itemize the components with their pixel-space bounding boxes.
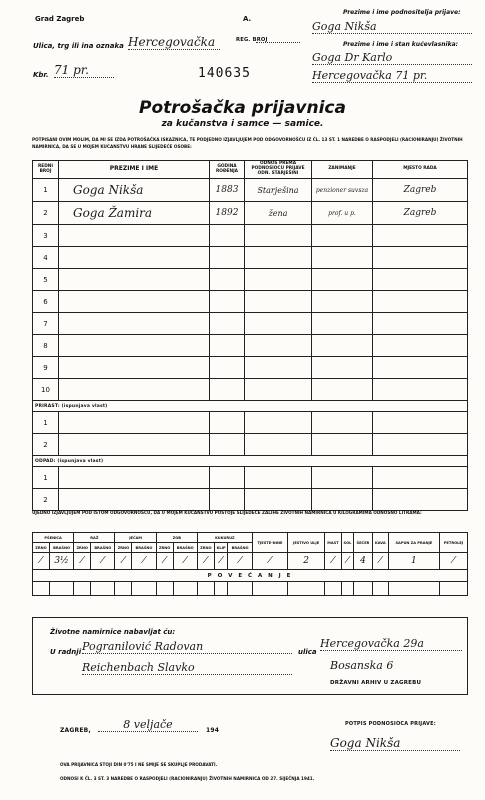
stock-value[interactable]: ⁄: [341, 553, 353, 570]
increase-cell[interactable]: [33, 582, 50, 596]
increase-label: P O V E Ć A N J E: [33, 570, 468, 582]
row-number: 1: [33, 179, 59, 202]
stock-value[interactable]: ⁄: [33, 553, 50, 570]
row-name[interactable]: [59, 247, 210, 269]
col-ulje: JESTIVO ULJE: [288, 533, 325, 553]
stock-value[interactable]: ⁄: [325, 553, 342, 570]
increase-cell[interactable]: [372, 582, 388, 596]
group-raz: RAŽ: [74, 533, 115, 543]
sub-label: ZRNO: [197, 543, 214, 553]
row-name[interactable]: [59, 379, 210, 401]
stock-value[interactable]: 2: [288, 553, 325, 570]
row-workplace[interactable]: [373, 313, 468, 335]
stock-value[interactable]: ⁄: [252, 553, 287, 570]
form-title: Potrošačka prijavnica: [139, 98, 346, 118]
intro-text: POTPISANI OVIM MOLIM, DA MI SE IZDA POTROŠAČKA ISKAZNICA, TE PODJEDNO IZJAVLJUJEM POD ODGOVORNOŠĆU IZ ČL. 13 ST. 1 NAREDBE O RASPODJELI (RACIONIRANJU) ŽIVOTNIH NAMIRNICA, DA SE U MOJEM KUĆANSTVU HRANE SLIJEDEĆE OSOBE:: [32, 137, 463, 149]
col-sapun: SAPUN ZA PRANJE: [388, 533, 439, 553]
shop-1[interactable]: Pogranilović Radovan: [82, 640, 292, 654]
col-relation: ODNOS PREMA PODNOSIOCU PRIJAVE ODN. STARJEŠINI: [245, 161, 312, 179]
shop-2[interactable]: Reichenbach Slavko: [82, 661, 292, 675]
applicant-value[interactable]: Goga Nikša: [312, 20, 472, 34]
place-label: ZAGREB,: [60, 727, 91, 734]
increase-cell[interactable]: [354, 582, 373, 596]
row-occupation[interactable]: [312, 467, 373, 489]
stock-value[interactable]: ⁄: [91, 553, 115, 570]
row-workplace[interactable]: [373, 434, 468, 456]
reg-label: REG. BROJ: [236, 37, 268, 43]
row-relation[interactable]: Starješina: [245, 179, 312, 202]
stock-value[interactable]: ⁄: [440, 553, 468, 570]
odpad-label: ODPAD: (ispunjava vlast): [33, 456, 468, 467]
row-name[interactable]: [59, 434, 210, 456]
row-relation[interactable]: [245, 434, 312, 456]
city-label: Grad Zagreb: [35, 15, 85, 23]
row-workplace[interactable]: Zagreb: [373, 202, 468, 225]
archive-stamp: DRŽAVNI ARHIV U ZAGREBU: [330, 680, 422, 686]
stock-value[interactable]: ⁄: [214, 553, 228, 570]
increase-cell[interactable]: [132, 582, 156, 596]
owner-value[interactable]: Goga Dr Karlo: [312, 51, 472, 65]
stamp-number: 140635: [198, 66, 251, 81]
row-workplace[interactable]: [373, 379, 468, 401]
house-label: Kbr.: [33, 71, 49, 79]
col-number: REDNI BROJ: [33, 161, 59, 179]
stock-value[interactable]: ⁄: [74, 553, 91, 570]
row-name[interactable]: [59, 412, 210, 434]
row-workplace[interactable]: [373, 335, 468, 357]
sub-label: BRAŠNO: [228, 543, 252, 553]
row-year[interactable]: [210, 357, 245, 379]
sub-label: BRAŠNO: [91, 543, 115, 553]
row-year[interactable]: [210, 335, 245, 357]
table-row: [33, 225, 468, 247]
row-relation[interactable]: [245, 357, 312, 379]
form-letter: A.: [243, 15, 252, 23]
sub-label: KLIP: [214, 543, 228, 553]
increase-cell[interactable]: [325, 582, 342, 596]
table-row: [33, 434, 468, 456]
row-year[interactable]: [210, 434, 245, 456]
row-workplace[interactable]: [373, 225, 468, 247]
row-year[interactable]: 1892: [210, 202, 245, 225]
stock-value[interactable]: ⁄: [228, 553, 252, 570]
increase-cell[interactable]: [288, 582, 325, 596]
row-occupation[interactable]: [312, 291, 373, 313]
row-number: 10: [33, 379, 59, 401]
table-row: [33, 335, 468, 357]
group-kukuruz: KUKURUZ: [197, 533, 252, 543]
table-row: [33, 269, 468, 291]
row-year[interactable]: [210, 247, 245, 269]
row-number: 4: [33, 247, 59, 269]
col-sol: SOL: [341, 533, 353, 553]
increase-cell[interactable]: [228, 582, 252, 596]
row-occupation[interactable]: penzioner suvsza: [312, 179, 373, 202]
row-name[interactable]: [59, 357, 210, 379]
sub-label: ZRNO: [33, 543, 50, 553]
row-year[interactable]: [210, 313, 245, 335]
row-relation[interactable]: [245, 291, 312, 313]
sub-label: ZRNO: [74, 543, 91, 553]
owner-address[interactable]: Hercegovačka 71 pr.: [312, 69, 472, 83]
stock-table: [32, 532, 468, 596]
row-year[interactable]: [210, 291, 245, 313]
row-workplace[interactable]: [373, 467, 468, 489]
col-mast: MAST: [325, 533, 342, 553]
row-name[interactable]: [59, 291, 210, 313]
increase-cell[interactable]: [156, 582, 173, 596]
row-number: 6: [33, 291, 59, 313]
row-relation[interactable]: [245, 412, 312, 434]
col-workplace: MJESTO RADA: [373, 161, 468, 179]
date-value[interactable]: 8 veljače: [98, 718, 198, 732]
row-number: 9: [33, 357, 59, 379]
row-occupation[interactable]: [312, 225, 373, 247]
col-kava: KAVA: [372, 533, 388, 553]
row-name[interactable]: [59, 467, 210, 489]
increase-cell[interactable]: [388, 582, 439, 596]
col-year: GODINA ROĐENJA: [210, 161, 245, 179]
stock-value[interactable]: 4: [354, 553, 373, 570]
row-number: 2: [33, 202, 59, 225]
increase-cell[interactable]: [197, 582, 214, 596]
stock-value[interactable]: ⁄: [173, 553, 197, 570]
row-relation[interactable]: [245, 379, 312, 401]
sub-label: ZRNO: [156, 543, 173, 553]
reg-line: [256, 42, 300, 43]
row-number: 5: [33, 269, 59, 291]
table-row: [33, 313, 468, 335]
row-name[interactable]: [59, 313, 210, 335]
row-year[interactable]: [210, 467, 245, 489]
row-relation[interactable]: [245, 225, 312, 247]
group-zob: ZOB: [156, 533, 197, 543]
row-workplace[interactable]: [373, 269, 468, 291]
increase-cell[interactable]: [74, 582, 91, 596]
row-year[interactable]: 1883: [210, 179, 245, 202]
row-name[interactable]: [59, 489, 210, 511]
col-tjestenine: TJESTE-NINE: [252, 533, 287, 553]
row-relation[interactable]: [245, 467, 312, 489]
row-relation[interactable]: [245, 313, 312, 335]
row-occupation[interactable]: [312, 335, 373, 357]
table-row: [33, 202, 468, 225]
stock-value[interactable]: 1: [388, 553, 439, 570]
row-year[interactable]: [210, 412, 245, 434]
signature[interactable]: Goga Nikša: [330, 736, 460, 751]
row-occupation[interactable]: [312, 412, 373, 434]
row-year[interactable]: [210, 489, 245, 511]
sub-label: BRAŠNO: [132, 543, 156, 553]
row-occupation[interactable]: [312, 247, 373, 269]
row-occupation[interactable]: [312, 489, 373, 511]
col-name: PREZIME I IME: [59, 161, 210, 179]
row-number: 1: [33, 467, 59, 489]
row-occupation[interactable]: [312, 379, 373, 401]
row-relation[interactable]: žena: [245, 202, 312, 225]
form-subtitle: za kučanstva i samce — samice.: [161, 119, 324, 129]
street-label: Ulica, trg ili ina oznaka: [33, 42, 124, 50]
stock-value[interactable]: ⁄: [115, 553, 132, 570]
row-number: 7: [33, 313, 59, 335]
row-name[interactable]: Goga Nikša: [59, 179, 210, 202]
row-year[interactable]: [210, 379, 245, 401]
increase-cell[interactable]: [115, 582, 132, 596]
persons-table: [32, 160, 468, 511]
table-row: [33, 379, 468, 401]
note-price: OVA PRIJAVNICA STOJI DIN 0'75 I NE SMIJE SE SKUPLJE PRODAVATI.: [60, 762, 218, 767]
increase-cell[interactable]: [440, 582, 468, 596]
row-relation[interactable]: [245, 247, 312, 269]
increase-cell[interactable]: [91, 582, 115, 596]
row-relation[interactable]: [245, 489, 312, 511]
row-year[interactable]: [210, 269, 245, 291]
row-name[interactable]: [59, 269, 210, 291]
row-number: 3: [33, 225, 59, 247]
prirast-label: PRIRAST: (ispunjava vlast): [33, 401, 468, 412]
street-value[interactable]: Hercegovačka: [128, 35, 220, 50]
stock-intro: UJEDNO IZJAVLJUJEM POD ISTOM ODGOVORNOŠĆU, DA U MOJEM KUĆANSTVU POSTOJE SLIJEDEĆE ZALIHE ŽIVOTNIH NAMIRNICA U KILOGRAMIMA ODNOSNO LITRAMA:: [32, 510, 422, 515]
row-workplace[interactable]: Zagreb: [373, 179, 468, 202]
row-occupation[interactable]: [312, 357, 373, 379]
row-workplace[interactable]: [373, 291, 468, 313]
supply-heading: Životne namirnice nabavljat ću:: [50, 628, 176, 636]
table-row: [33, 412, 468, 434]
stock-value[interactable]: ⁄: [156, 553, 173, 570]
year-label: 194: [206, 727, 220, 734]
row-name[interactable]: [59, 225, 210, 247]
table-row: [33, 357, 468, 379]
row-workplace[interactable]: [373, 357, 468, 379]
row-occupation[interactable]: [312, 269, 373, 291]
row-workplace[interactable]: [373, 489, 468, 511]
street-label-supply: ulica: [298, 648, 317, 656]
row-workplace[interactable]: [373, 412, 468, 434]
table-row: [33, 247, 468, 269]
row-relation[interactable]: [245, 335, 312, 357]
increase-cell[interactable]: [214, 582, 228, 596]
supply-street-1[interactable]: Hercegovačka 29a: [320, 637, 462, 651]
table-row: [33, 467, 468, 489]
stock-value[interactable]: 3½: [49, 553, 73, 570]
row-number: 1: [33, 412, 59, 434]
stock-value[interactable]: ⁄: [132, 553, 156, 570]
increase-cell[interactable]: [252, 582, 287, 596]
stock-value[interactable]: ⁄: [197, 553, 214, 570]
sub-label: BRAŠNO: [173, 543, 197, 553]
table-row: [33, 291, 468, 313]
row-number: 2: [33, 434, 59, 456]
row-occupation[interactable]: [312, 434, 373, 456]
supply-street-2[interactable]: Bosanska 6: [330, 659, 394, 672]
house-value[interactable]: 71 pr.: [54, 63, 114, 78]
col-occupation: ZANIMANJE: [312, 161, 373, 179]
stock-value[interactable]: ⁄: [372, 553, 388, 570]
sub-label: BRAŠNO: [49, 543, 73, 553]
row-occupation[interactable]: [312, 313, 373, 335]
note-regulation: ODNOSI K ČL. 3 ST. 3 NAREDBE O RASPODJELI (RACIONIRANJU) ŽIVOTNIH NAMIRNICA OD 27. SIJEČNJA 1941.: [60, 776, 315, 781]
row-relation[interactable]: [245, 269, 312, 291]
row-number: 8: [33, 335, 59, 357]
applicant-label: Prezime i ime podnositelja prijave:: [343, 9, 461, 16]
row-occupation[interactable]: prof. u p.: [312, 202, 373, 225]
group-jecam: JEČAM: [115, 533, 156, 543]
row-name[interactable]: Goga Žamira: [59, 202, 210, 225]
owner-label: Prezime i ime i stan kućevlasnika:: [343, 41, 459, 48]
increase-cell[interactable]: [341, 582, 353, 596]
group-psenica: PŠENICA: [33, 533, 74, 543]
sub-label: ZRNO: [115, 543, 132, 553]
table-row: [33, 489, 468, 511]
signature-label: POTPIS PODNOSIOCA PRIJAVE:: [345, 721, 436, 727]
row-year[interactable]: [210, 225, 245, 247]
row-number: 2: [33, 489, 59, 511]
increase-cell[interactable]: [49, 582, 73, 596]
col-petrolej: PETROLEJ: [440, 533, 468, 553]
increase-cell[interactable]: [173, 582, 197, 596]
row-workplace[interactable]: [373, 247, 468, 269]
table-row: [33, 179, 468, 202]
col-secer: ŠEĆER: [354, 533, 373, 553]
shop-label: U radnji: [50, 648, 82, 656]
row-name[interactable]: [59, 335, 210, 357]
